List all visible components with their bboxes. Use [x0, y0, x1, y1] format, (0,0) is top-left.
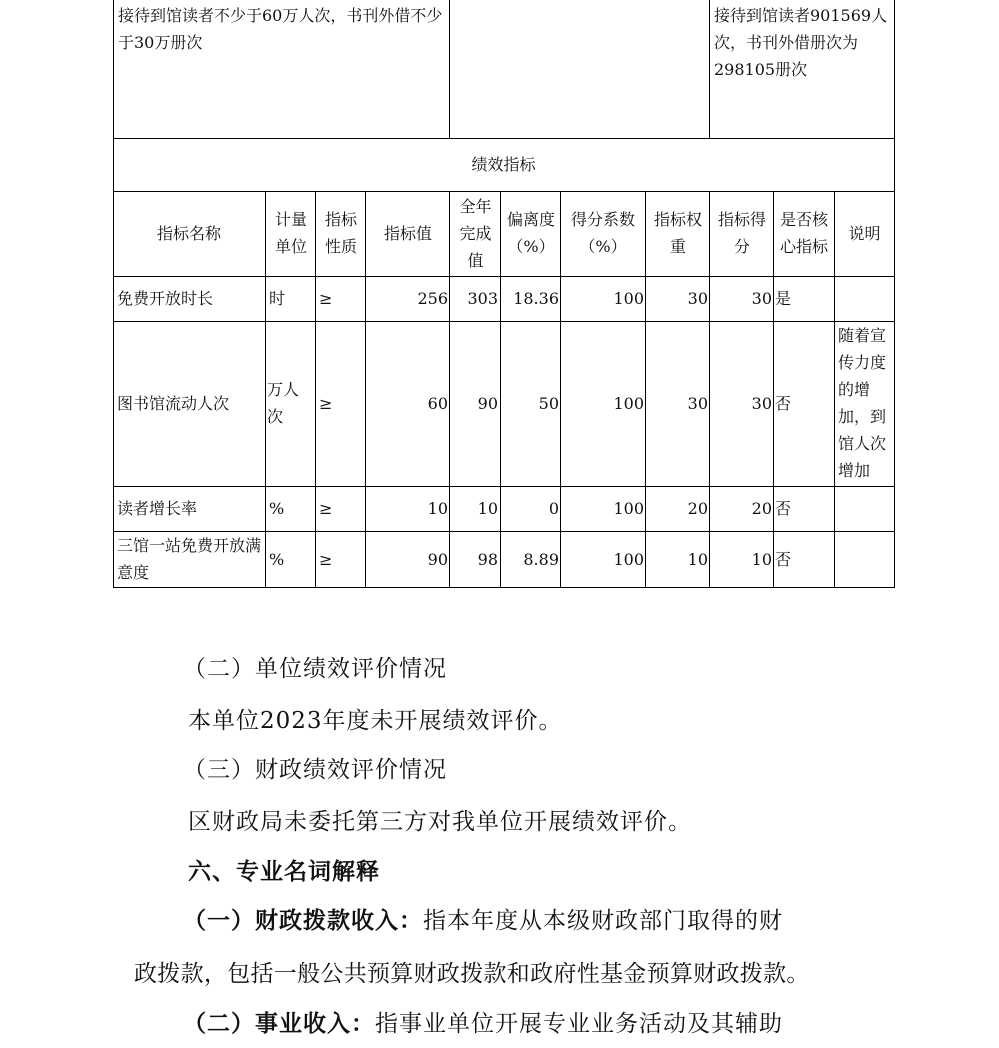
row-score: 30	[751, 289, 772, 308]
header-note: 说明	[848, 224, 881, 243]
row-weight: 30	[687, 289, 708, 308]
header-nature: 指标性质	[324, 210, 357, 256]
row-value: 90	[427, 550, 448, 569]
row-core: 否	[775, 499, 792, 518]
row-nature: ≥	[319, 289, 333, 308]
section-title: 绩效指标	[471, 155, 536, 174]
row-value: 256	[417, 289, 448, 308]
row-actual: 10	[477, 499, 498, 518]
header-score: 指标得分	[717, 210, 766, 256]
header-weight: 指标权重	[653, 210, 702, 256]
header-value: 指标值	[383, 224, 432, 243]
row-unit: 时	[269, 289, 286, 308]
header-name: 指标名称	[156, 224, 221, 243]
definition-label: （一）财政拨款收入：	[183, 908, 423, 934]
row-name: 三馆一站免费开放满意度	[117, 536, 262, 582]
row-nature: ≥	[319, 394, 333, 413]
row-core: 否	[775, 550, 792, 569]
definition-continuation: 政拨款，包括一般公共预算财政拨款和政府性基金预算财政拨款。	[134, 961, 810, 987]
row-unit: %	[269, 550, 285, 569]
row-coef: 100	[613, 289, 644, 308]
row-unit: 万人次	[267, 380, 300, 426]
heading-unit-evaluation: （二）单位绩效评价情况	[183, 656, 447, 682]
header-deviation: 偏离度（%）	[506, 210, 555, 256]
row-weight: 30	[687, 394, 708, 413]
row-name: 图书馆流动人次	[117, 394, 230, 413]
row-score: 10	[751, 550, 772, 569]
row-value: 10	[427, 499, 448, 518]
header-unit: 计量单位	[274, 210, 307, 256]
definition-label: （二）事业收入：	[183, 1011, 375, 1037]
row-actual: 90	[477, 394, 498, 413]
row-core: 是	[775, 289, 792, 308]
paragraph-finance-evaluation: 区财政局未委托第三方对我单位开展绩效评价。	[188, 809, 692, 835]
row-weight: 20	[687, 499, 708, 518]
row-coef: 100	[613, 394, 644, 413]
row-weight: 10	[687, 550, 708, 569]
header-actual: 全年完成值	[459, 197, 492, 270]
row-unit: %	[269, 499, 285, 518]
row-name: 读者增长率	[117, 499, 198, 518]
definition-business-income	[183, 1009, 783, 1039]
actual-text: 接待到馆读者901569人次，书刊外借册次为298105册次	[714, 6, 888, 79]
row-deviation: 50	[538, 394, 559, 413]
definition-text: 指本年度从本级财政部门取得的财	[423, 908, 783, 934]
row-actual: 303	[467, 289, 498, 308]
row-deviation: 18.36	[513, 289, 559, 308]
heading-finance-evaluation: （三）财政绩效评价情况	[183, 757, 447, 783]
row-nature: ≥	[319, 499, 333, 518]
row-coef: 100	[613, 550, 644, 569]
row-actual: 98	[477, 550, 498, 569]
definition-text: 指事业单位开展专业业务活动及其辅助	[375, 1011, 783, 1037]
row-deviation: 0	[548, 499, 559, 518]
target-text: 接待到馆读者不少于60万人次，书刊外借不少于30万册次	[118, 6, 443, 52]
row-value: 60	[427, 394, 448, 413]
heading-terms: 六、专业名词解释	[188, 859, 380, 885]
row-note: 随着宣传力度的增加，到馆人次增加	[838, 326, 887, 480]
row-core: 否	[775, 394, 792, 413]
row-deviation: 8.89	[523, 550, 559, 569]
header-core: 是否核心指标	[779, 210, 828, 256]
paragraph-unit-evaluation: 本单位2023年度未开展绩效评价。	[188, 708, 563, 734]
header-coef: 得分系数（%）	[570, 210, 635, 256]
definition-fiscal-appropriation	[183, 906, 783, 936]
row-coef: 100	[613, 499, 644, 518]
row-score: 30	[751, 394, 772, 413]
row-name: 免费开放时长	[117, 289, 214, 308]
row-nature: ≥	[319, 550, 333, 569]
row-score: 20	[751, 499, 772, 518]
